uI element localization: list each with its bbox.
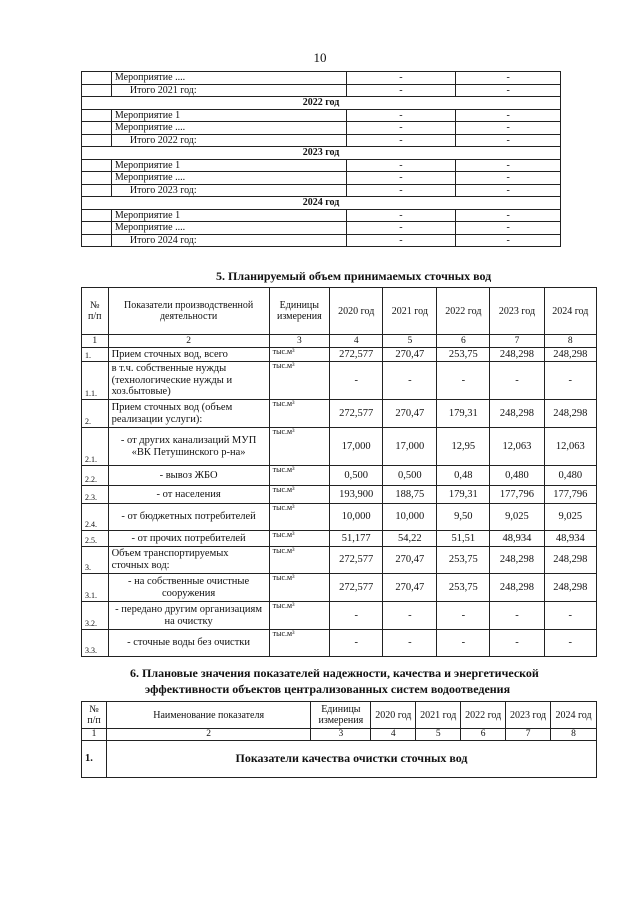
column-header: 2023 год xyxy=(506,702,551,729)
row-number: 2.3. xyxy=(82,486,109,504)
event-row xyxy=(82,122,561,135)
value-cell: 48,934 xyxy=(490,531,544,547)
value-cell: 177,796 xyxy=(490,486,544,504)
value-cell: - xyxy=(346,72,456,85)
column-number: 4 xyxy=(330,335,383,348)
indicator-name: Прием сточных вод, всего xyxy=(108,348,269,362)
value-cell: - xyxy=(330,362,383,400)
events-plan-table xyxy=(81,71,561,247)
column-number: 4 xyxy=(371,729,416,741)
value-cell: - xyxy=(346,122,456,135)
value-cell: 9,025 xyxy=(544,504,596,531)
section-row-label: Показатели качества очистки сточных вод xyxy=(106,741,596,778)
column-header: 2022 год xyxy=(437,288,490,335)
unit-cell: тыс.м³ xyxy=(269,400,329,428)
column-number: 1 xyxy=(82,729,107,741)
row-number: 1. xyxy=(82,348,109,362)
year-header-row xyxy=(82,97,561,110)
value-cell: 17,000 xyxy=(330,428,383,466)
value-cell: 54,22 xyxy=(383,531,437,547)
row-number-cell xyxy=(82,72,112,85)
column-number: 8 xyxy=(551,729,597,741)
value-cell: - xyxy=(437,362,490,400)
value-cell: - xyxy=(346,134,456,147)
year-label: 2023 год xyxy=(82,147,561,160)
value-cell: - xyxy=(456,209,561,222)
value-cell: - xyxy=(346,109,456,122)
value-cell: - xyxy=(544,630,596,657)
indicator-name: - от населения xyxy=(108,486,269,504)
value-cell: 270,47 xyxy=(383,574,437,602)
unit-cell: тыс.м³ xyxy=(269,547,329,574)
column-header: 2024 год xyxy=(544,288,596,335)
section-6-title-line1: 6. Плановые значения показателей надежности, качества и энергетической xyxy=(130,666,539,680)
value-cell: - xyxy=(456,172,561,185)
value-cell: - xyxy=(437,602,490,630)
unit-cell: тыс.м³ xyxy=(269,504,329,531)
value-cell: 188,75 xyxy=(383,486,437,504)
event-row xyxy=(82,72,561,85)
total-row xyxy=(82,184,561,197)
row-number: 2.4. xyxy=(82,504,109,531)
unit-cell: тыс.м³ xyxy=(269,531,329,547)
value-cell: 272,577 xyxy=(330,348,383,362)
value-cell: - xyxy=(330,630,383,657)
event-label: Мероприятие .... xyxy=(111,72,346,85)
value-cell: - xyxy=(456,159,561,172)
row-number-cell xyxy=(82,84,112,97)
row-number-cell xyxy=(82,209,112,222)
value-cell: 272,577 xyxy=(330,400,383,428)
row-number-cell xyxy=(82,222,112,235)
unit-cell: тыс.м³ xyxy=(269,574,329,602)
unit-cell: тыс.м³ xyxy=(269,362,329,400)
column-header: 2020 год xyxy=(330,288,383,335)
column-number: 5 xyxy=(416,729,461,741)
value-cell: 248,298 xyxy=(490,400,544,428)
value-cell: 248,298 xyxy=(490,574,544,602)
indicator-name: - на собственные очистные сооружения xyxy=(108,574,269,602)
indicator-name: Объем транспортируемых сточных вод: xyxy=(108,547,269,574)
total-row xyxy=(82,234,561,247)
indicator-name: - от других канализаций МУП «ВК Петушинского р-на» xyxy=(108,428,269,466)
column-header: 2022 год xyxy=(461,702,506,729)
value-cell: 248,298 xyxy=(544,574,596,602)
section-5-title: 5. Планируемый объем принимаемых сточных вод xyxy=(216,269,492,283)
value-cell: 0,500 xyxy=(330,466,383,486)
value-cell: - xyxy=(456,122,561,135)
table-row xyxy=(82,630,597,657)
value-cell: - xyxy=(346,234,456,247)
value-cell: - xyxy=(346,159,456,172)
row-number-cell xyxy=(82,172,112,185)
value-cell: - xyxy=(346,172,456,185)
value-cell: 272,577 xyxy=(330,574,383,602)
row-number: 3. xyxy=(82,547,109,574)
value-cell: - xyxy=(456,234,561,247)
column-number: 8 xyxy=(544,335,596,348)
value-cell: 48,934 xyxy=(544,531,596,547)
year-label: 2024 год xyxy=(82,197,561,210)
table-row xyxy=(82,602,597,630)
value-cell: 177,796 xyxy=(544,486,596,504)
year-header-row xyxy=(82,197,561,210)
column-header: 2020 год xyxy=(371,702,416,729)
value-cell: 0,480 xyxy=(544,466,596,486)
event-row xyxy=(82,172,561,185)
value-cell: - xyxy=(544,362,596,400)
row-number-cell xyxy=(82,122,112,135)
page-number: 10 xyxy=(313,50,327,65)
value-cell: - xyxy=(330,602,383,630)
table-row xyxy=(82,574,597,602)
indicator-name: - передано другим организациям на очистку xyxy=(108,602,269,630)
unit-cell: тыс.м³ xyxy=(269,428,329,466)
value-cell: - xyxy=(383,362,437,400)
indicator-name: - от прочих потребителей xyxy=(108,531,269,547)
row-number: 2. xyxy=(82,400,109,428)
section-row-number: 1. xyxy=(82,741,107,778)
row-number: 2.2. xyxy=(82,466,109,486)
table-row xyxy=(82,504,597,531)
event-row xyxy=(82,222,561,235)
column-number: 6 xyxy=(461,729,506,741)
event-label: Мероприятие .... xyxy=(111,222,346,235)
column-header: 2021 год xyxy=(416,702,461,729)
column-number: 5 xyxy=(383,335,437,348)
column-header: Единицы измерения xyxy=(311,702,371,729)
row-number-cell xyxy=(82,184,112,197)
value-cell: 253,75 xyxy=(437,348,490,362)
column-number: 1 xyxy=(82,335,109,348)
value-cell: 9,025 xyxy=(490,504,544,531)
event-label: Мероприятие 1 xyxy=(111,209,346,222)
unit-cell: тыс.м³ xyxy=(269,486,329,504)
value-cell: 12,063 xyxy=(544,428,596,466)
value-cell: - xyxy=(346,209,456,222)
value-cell: 179,31 xyxy=(437,400,490,428)
value-cell: - xyxy=(456,72,561,85)
event-row xyxy=(82,209,561,222)
column-header: Наименование показателя xyxy=(106,702,310,729)
value-cell: - xyxy=(544,602,596,630)
value-cell: 248,298 xyxy=(544,348,596,362)
event-row xyxy=(82,159,561,172)
value-cell: 0,500 xyxy=(383,466,437,486)
row-number: 3.2. xyxy=(82,602,109,630)
event-label: Мероприятие 1 xyxy=(111,159,346,172)
table-row xyxy=(82,428,597,466)
value-cell: - xyxy=(456,84,561,97)
unit-cell: тыс.м³ xyxy=(269,348,329,362)
indicator-name: - вывоз ЖБО xyxy=(108,466,269,486)
value-cell: - xyxy=(490,630,544,657)
value-cell: 272,577 xyxy=(330,547,383,574)
value-cell: 270,47 xyxy=(383,348,437,362)
column-number: 6 xyxy=(437,335,490,348)
row-number: 3.3. xyxy=(82,630,109,657)
value-cell: 248,298 xyxy=(544,547,596,574)
value-cell: - xyxy=(346,84,456,97)
value-cell: 51,177 xyxy=(330,531,383,547)
column-number: 3 xyxy=(311,729,371,741)
event-label: Мероприятие .... xyxy=(111,172,346,185)
value-cell: - xyxy=(456,184,561,197)
table-row xyxy=(82,466,597,486)
value-cell: - xyxy=(346,222,456,235)
column-number: 2 xyxy=(108,335,269,348)
column-header: Единицы измерения xyxy=(269,288,329,335)
value-cell: 10,000 xyxy=(330,504,383,531)
row-number-cell xyxy=(82,134,112,147)
value-cell: - xyxy=(490,602,544,630)
value-cell: 51,51 xyxy=(437,531,490,547)
row-number: 2.1. xyxy=(82,428,109,466)
indicator-name: - сточные воды без очистки xyxy=(108,630,269,657)
indicator-name: Прием сточных вод (объем реализации услуги): xyxy=(108,400,269,428)
year-header-row xyxy=(82,147,561,160)
value-cell: 193,900 xyxy=(330,486,383,504)
row-number: 2.5. xyxy=(82,531,109,547)
event-row xyxy=(82,109,561,122)
quality-indicators-table xyxy=(81,701,597,778)
value-cell: - xyxy=(383,630,437,657)
value-cell: - xyxy=(346,184,456,197)
value-cell: 253,75 xyxy=(437,547,490,574)
value-cell: 248,298 xyxy=(490,547,544,574)
column-number: 3 xyxy=(269,335,329,348)
column-header: Показатели производственной деятельности xyxy=(108,288,269,335)
event-label: Мероприятие .... xyxy=(111,122,346,135)
column-number: 2 xyxy=(106,729,310,741)
total-row xyxy=(82,84,561,97)
column-header: № п/п xyxy=(82,702,107,729)
event-label: Итого 2021 год: xyxy=(111,84,346,97)
value-cell: 248,298 xyxy=(490,348,544,362)
table-row xyxy=(82,486,597,504)
table-row xyxy=(82,547,597,574)
unit-cell: тыс.м³ xyxy=(269,466,329,486)
value-cell: 9,50 xyxy=(437,504,490,531)
value-cell: 270,47 xyxy=(383,400,437,428)
value-cell: 12,063 xyxy=(490,428,544,466)
row-number: 3.1. xyxy=(82,574,109,602)
row-number-cell xyxy=(82,109,112,122)
value-cell: - xyxy=(456,134,561,147)
value-cell: - xyxy=(456,222,561,235)
column-number: 7 xyxy=(490,335,544,348)
column-header: № п/п xyxy=(82,288,109,335)
value-cell: 179,31 xyxy=(437,486,490,504)
row-number-cell xyxy=(82,234,112,247)
table-row xyxy=(82,531,597,547)
table-row xyxy=(82,348,597,362)
column-number: 7 xyxy=(506,729,551,741)
value-cell: 270,47 xyxy=(383,547,437,574)
indicator-name: в т.ч. собственные нужды (технологические нужды и хоз.бытовые) xyxy=(108,362,269,400)
event-label: Итого 2024 год: xyxy=(111,234,346,247)
value-cell: - xyxy=(383,602,437,630)
value-cell: - xyxy=(437,630,490,657)
event-label: Мероприятие 1 xyxy=(111,109,346,122)
value-cell: - xyxy=(490,362,544,400)
indicator-name: - от бюджетных потребителей xyxy=(108,504,269,531)
column-header: 2024 год xyxy=(551,702,597,729)
value-cell: 10,000 xyxy=(383,504,437,531)
row-number-cell xyxy=(82,159,112,172)
unit-cell: тыс.м³ xyxy=(269,630,329,657)
total-row xyxy=(82,134,561,147)
unit-cell: тыс.м³ xyxy=(269,602,329,630)
event-label: Итого 2023 год: xyxy=(111,184,346,197)
column-header: 2021 год xyxy=(383,288,437,335)
row-number: 1.1. xyxy=(82,362,109,400)
value-cell: 17,000 xyxy=(383,428,437,466)
wastewater-volume-table xyxy=(81,287,597,657)
column-header: 2023 год xyxy=(490,288,544,335)
value-cell: 0,480 xyxy=(490,466,544,486)
value-cell: 253,75 xyxy=(437,574,490,602)
year-label: 2022 год xyxy=(82,97,561,110)
table-row xyxy=(82,400,597,428)
value-cell: 12,95 xyxy=(437,428,490,466)
section-6-title-line2: эффективности объектов централизованных систем водоотведения xyxy=(145,682,511,696)
table-row xyxy=(82,362,597,400)
value-cell: - xyxy=(456,109,561,122)
event-label: Итого 2022 год: xyxy=(111,134,346,147)
value-cell: 0,48 xyxy=(437,466,490,486)
value-cell: 248,298 xyxy=(544,400,596,428)
